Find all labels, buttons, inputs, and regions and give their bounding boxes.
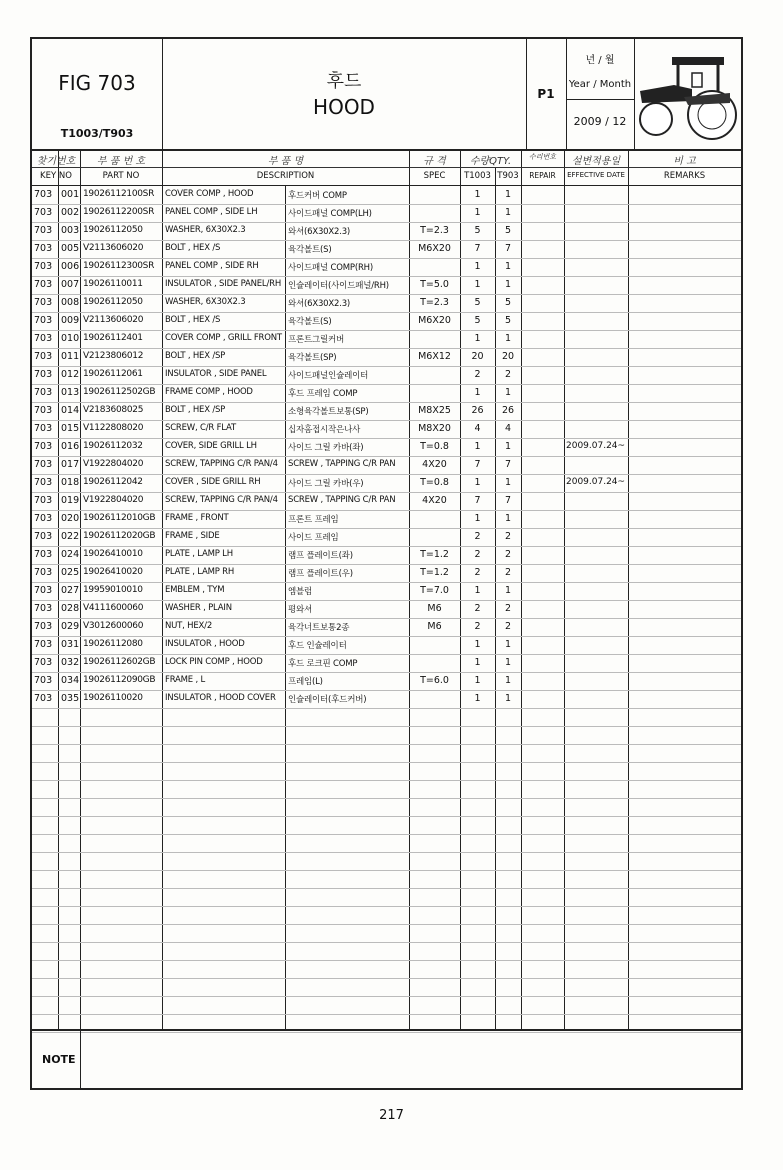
spec: T=2.3 (420, 225, 449, 236)
year-month-korean: 년 / 월 (585, 55, 615, 66)
key-number: 017 (61, 459, 80, 470)
part-number: V1122808020 (83, 423, 144, 433)
description-en: WASHER, 6X30X2.3 (165, 225, 246, 235)
spec: T=0.8 (420, 477, 449, 488)
qty-t903: 7 (504, 495, 512, 506)
description-en: PANEL COMP , SIDE LH (165, 207, 258, 217)
qty-t903: 1 (504, 657, 512, 668)
remarks-header-ko: 비 고 (673, 156, 696, 167)
part-number: 19026110020 (83, 693, 143, 703)
qty-t1003: 2 (474, 549, 481, 560)
title-korean: 후드 (326, 71, 362, 92)
description-en: COVER COMP , HOOD (165, 189, 254, 199)
description-ko: 프론트그릴커버 (288, 335, 345, 345)
description-ko: 램프 플레이트(좌) (288, 551, 353, 561)
table-row (32, 348, 741, 366)
part-number: 19026112100SR (83, 189, 155, 199)
year-month-cell (566, 39, 634, 149)
qty-t1003: 1 (474, 675, 481, 686)
key-number: 007 (61, 279, 80, 290)
qty-t903: 2 (504, 549, 512, 560)
parts-rows (32, 186, 741, 1029)
part-number: 19026112020GB (83, 531, 156, 541)
table-row (32, 276, 741, 294)
qty-t903: 1 (504, 279, 512, 290)
remarks-header: REMARKS (663, 171, 706, 181)
description-en: EMBLEM , TYM (165, 585, 225, 595)
spec: M6X20 (418, 315, 451, 326)
description-ko: 평와셔 (288, 605, 313, 615)
title-cell (162, 39, 526, 149)
spec: M8X20 (418, 423, 451, 434)
description-ko: 사이드패널인슐레이터 (288, 371, 369, 381)
description-en: INSULATOR , SIDE PANEL (165, 369, 267, 379)
key-number: 035 (61, 693, 80, 704)
part-number: V2123806012 (83, 351, 144, 361)
table-row (32, 384, 741, 402)
description-en: LOCK PIN COMP , HOOD (165, 657, 263, 667)
figure-code: 703 (34, 351, 53, 362)
table-row (32, 618, 741, 636)
qty-t1003: 2 (474, 621, 481, 632)
effective-date: 2009.07.24~ (566, 441, 626, 451)
qty-t1003: 5 (474, 297, 481, 308)
qty-t903: 1 (504, 675, 512, 686)
table-row (32, 240, 741, 258)
qty-t903: 7 (504, 459, 512, 470)
part-number: V2113606020 (83, 315, 144, 325)
part-number: 19026112090GB (83, 675, 156, 685)
spec: M6X12 (418, 351, 451, 362)
qty-t903: 1 (504, 387, 512, 398)
qty-t903: 1 (504, 333, 512, 344)
description-en: PLATE , LAMP RH (165, 567, 235, 577)
qty-t903: 2 (504, 567, 512, 578)
figure-code: 703 (34, 693, 53, 704)
part-number: 19026112042 (83, 477, 143, 487)
part-number: 19026112200SR (83, 207, 155, 217)
table-row (32, 636, 741, 654)
figure-code: 703 (34, 477, 53, 488)
qty-t1003: 5 (474, 225, 481, 236)
key-number: 028 (61, 603, 80, 614)
description-ko: 사이드패널 COMP(RH) (288, 263, 373, 273)
note-section (32, 1029, 741, 1090)
description-ko: 후드 인슐레이터 (288, 641, 347, 651)
description-ko: 육각볼트(S) (288, 317, 332, 327)
spec: M8X25 (418, 405, 451, 416)
part-number: 19026410010 (83, 549, 143, 559)
key-number: 011 (61, 351, 80, 362)
table-row (32, 672, 741, 690)
description-en: SCREW, TAPPING C/R PAN/4 (165, 459, 278, 469)
spec-header-ko: 규 격 (423, 156, 446, 167)
qty-t903: 2 (504, 531, 512, 542)
part-number: 19026112300SR (83, 261, 155, 271)
part-number: 19026112050 (83, 225, 143, 235)
description-en: FRAME , L (165, 675, 206, 685)
table-row (32, 690, 741, 708)
table-row (32, 600, 741, 618)
key-number: 029 (61, 621, 80, 632)
key-number: 025 (61, 567, 80, 578)
table-row (32, 546, 741, 564)
qty-t1003-header: T1003 (464, 171, 491, 181)
key-number: 010 (61, 333, 80, 344)
description-ko: 육각너트보통2종 (288, 623, 350, 633)
table-row (32, 294, 741, 312)
description-en: COVER , SIDE GRILL RH (165, 477, 261, 487)
figure-code: 703 (34, 621, 53, 632)
note-label: NOTE (42, 1053, 76, 1066)
table-row (32, 222, 741, 240)
key-header: KEY NO (40, 171, 72, 181)
description-en: NUT, HEX/2 (165, 621, 213, 631)
qty-t903: 7 (504, 243, 512, 254)
part-number: V2183608025 (83, 405, 144, 415)
description-en: BOLT , HEX /S (165, 243, 221, 253)
table-row (32, 186, 741, 204)
qty-t1003: 1 (474, 441, 481, 452)
figure-code: 703 (34, 495, 53, 506)
figure-code: 703 (34, 675, 53, 686)
part-header: PART NO (102, 171, 140, 181)
description-ko: 사이드 그릴 카바(좌) (288, 443, 364, 453)
table-row (32, 492, 741, 510)
description-en: BOLT , HEX /S (165, 315, 221, 325)
part-number: 19026410020 (83, 567, 143, 577)
repair-header-ko: 수리번호 (528, 153, 557, 161)
description-ko: 프레임(L) (288, 677, 323, 687)
key-number: 003 (61, 225, 80, 236)
table-row (32, 420, 741, 438)
part-number: V1922804020 (83, 495, 144, 505)
figure-code: 703 (34, 423, 53, 434)
qty-t1003: 7 (474, 495, 481, 506)
figure-code: 703 (34, 279, 53, 290)
description-ko: 인슐레이터(사이드패널/RH) (288, 281, 389, 291)
table-row (32, 366, 741, 384)
qty-t1003: 1 (474, 333, 481, 344)
description-en: BOLT , HEX /SP (165, 351, 226, 361)
qty-t1003: 1 (474, 513, 481, 524)
key-number: 014 (61, 405, 80, 416)
qty-t1003: 7 (474, 243, 481, 254)
qty-t903: 1 (504, 693, 512, 704)
description-ko: 와셔(6X30X2.3) (288, 227, 351, 237)
part-number: V3012600060 (83, 621, 144, 631)
part-header-ko: 부 품 번 호 (96, 156, 146, 167)
description-en: FRAME , FRONT (165, 513, 229, 523)
figure-code: 703 (34, 531, 53, 542)
description-en: BOLT , HEX /SP (165, 405, 226, 415)
spec: T=1.2 (420, 549, 449, 560)
qty-t903: 5 (504, 315, 512, 326)
qty-t1003: 2 (474, 567, 481, 578)
part-number: 19026112502GB (83, 387, 156, 397)
description-ko: 십자홈접시작은나사 (288, 425, 361, 435)
key-number: 031 (61, 639, 80, 650)
qty-t1003: 26 (471, 405, 484, 416)
figure-code: 703 (34, 315, 53, 326)
description-en: INSULATOR , HOOD (165, 639, 245, 649)
qty-t903: 1 (504, 513, 512, 524)
description-en: WASHER , PLAIN (165, 603, 232, 613)
repair-header: REPAIR (529, 171, 556, 180)
key-number: 002 (61, 207, 80, 218)
qty-t903: 1 (504, 261, 512, 272)
description-ko: 램프 플레이트(우) (288, 569, 353, 579)
key-number: 016 (61, 441, 80, 452)
description-en: FRAME COMP , HOOD (165, 387, 253, 397)
description-ko: 소형육각볼트보통(SP) (288, 407, 369, 417)
description-en: SCREW, TAPPING C/R PAN/4 (165, 495, 278, 505)
description-ko: 육각볼트(SP) (288, 353, 337, 363)
key-number: 009 (61, 315, 80, 326)
figure-code: 703 (34, 189, 53, 200)
description-ko: 후드커버 COMP (288, 191, 347, 201)
key-number: 034 (61, 675, 80, 686)
description-en: INSULATOR , HOOD COVER (165, 693, 276, 703)
description-ko: SCREW , TAPPING C/R PAN (288, 459, 396, 469)
figure-code: 703 (34, 297, 53, 308)
qty-t903: 1 (504, 639, 512, 650)
qty-t903: 1 (504, 477, 512, 488)
figure-code: 703 (34, 243, 53, 254)
parts-table (32, 149, 741, 1029)
qty-t1003: 1 (474, 477, 481, 488)
table-row (32, 258, 741, 276)
qty-t1003: 2 (474, 369, 481, 380)
key-number: 001 (61, 189, 80, 200)
qty-t1003: 1 (474, 261, 481, 272)
qty-t903: 1 (504, 441, 512, 452)
figure-code: 703 (34, 369, 53, 380)
figure-number: FIG 703 (58, 71, 136, 95)
key-number: 022 (61, 531, 80, 542)
qty-t1003: 1 (474, 207, 481, 218)
description-ko: 사이드 프레임 (288, 533, 339, 543)
spec: M6 (427, 603, 442, 614)
table-row (32, 312, 741, 330)
table-row (32, 330, 741, 348)
qty-t903: 20 (501, 351, 515, 362)
spec: T=7.0 (420, 585, 449, 596)
qty-t1003: 1 (474, 693, 481, 704)
description-en: PLATE , LAMP LH (165, 549, 233, 559)
part-number: 19026112061 (83, 369, 143, 379)
spec: T=1.2 (420, 567, 449, 578)
qty-t903-header: T903 (497, 171, 519, 181)
qty-t903: 5 (504, 225, 512, 236)
part-number: 19026112401 (83, 333, 143, 343)
figure-code: 703 (34, 567, 53, 578)
figure-code: 703 (34, 459, 53, 470)
table-row (32, 204, 741, 222)
figure-code: 703 (34, 261, 53, 272)
figure-code: 703 (34, 639, 53, 650)
key-number: 020 (61, 513, 80, 524)
spec: T=5.0 (420, 279, 449, 290)
key-number: 013 (61, 387, 80, 398)
part-number: 19026112032 (83, 441, 143, 451)
qty-t1003: 20 (471, 351, 484, 362)
table-row (32, 564, 741, 582)
description-en: FRAME , SIDE (165, 531, 220, 541)
key-number: 006 (61, 261, 80, 272)
effective-date: 2009.07.24~ (566, 477, 626, 487)
spec: T=2.3 (420, 297, 449, 308)
part-number: 19026110011 (83, 279, 143, 289)
description-ko: 후드 로크핀 COMP (288, 659, 358, 669)
qty-t1003: 5 (474, 315, 481, 326)
key-number: 012 (61, 369, 80, 380)
figure-code: 703 (34, 207, 53, 218)
key-number: 032 (61, 657, 80, 668)
year-month-label: Year / Month (568, 79, 632, 90)
part-number: 19026112080 (83, 639, 143, 649)
figure-code: 703 (34, 441, 53, 452)
qty-t1003: 1 (474, 657, 481, 668)
description-ko: SCREW , TAPPING C/R PAN (288, 495, 396, 505)
part-number: 19026112050 (83, 297, 143, 307)
description-en: INSULATOR , SIDE PANEL/RH (165, 279, 282, 289)
qty-t1003: 2 (474, 531, 481, 542)
sheet-header (32, 39, 741, 151)
table-row (32, 474, 741, 492)
description-en: COVER, SIDE GRILL LH (165, 441, 257, 451)
part-number: 19026112602GB (83, 657, 156, 667)
key-number: 018 (61, 477, 80, 488)
qty-t1003: 4 (474, 423, 481, 434)
page-code: P1 (537, 87, 555, 101)
qty-t903: 5 (504, 297, 512, 308)
table-row (32, 510, 741, 528)
description-ko: 엠블럼 (288, 587, 313, 597)
description-ko: 인슐레이터(후드커버) (288, 695, 367, 705)
qty-t903: 1 (504, 585, 512, 596)
description-en: PANEL COMP , SIDE RH (165, 261, 259, 271)
qty-t903: 1 (504, 189, 512, 200)
table-row (32, 654, 741, 672)
qty-t1003: 1 (474, 189, 481, 200)
spec: 4X20 (422, 495, 447, 506)
spec-header: SPEC (423, 171, 446, 181)
qty-t1003: 7 (474, 459, 481, 470)
part-number: 19026112010GB (83, 513, 156, 523)
qty-t1003: 1 (474, 279, 481, 290)
figure-code: 703 (34, 603, 53, 614)
description-en: WASHER, 6X30X2.3 (165, 297, 246, 307)
tractor-illustration (634, 39, 741, 149)
figure-code: 703 (34, 225, 53, 236)
key-number: 024 (61, 549, 80, 560)
desc-header: DESCRIPTION (256, 171, 315, 181)
key-number: 005 (61, 243, 80, 254)
qty-t903: 2 (504, 603, 512, 614)
figure-code: 703 (34, 405, 53, 416)
description-ko: 사이드 그릴 카바(우) (288, 479, 364, 489)
description-ko: 후드 프레임 COMP (288, 389, 358, 399)
description-ko: 프론트 프레임 (288, 515, 339, 525)
key-header-ko: 찾기번호 (36, 156, 76, 167)
description-ko: 와셔(6X30X2.3) (288, 299, 351, 309)
qty-t903: 2 (504, 369, 512, 380)
spec: T=6.0 (420, 675, 449, 686)
table-row (32, 456, 741, 474)
description-ko: 사이드패널 COMP(LH) (288, 209, 372, 219)
part-number: V2113606020 (83, 243, 144, 253)
qty-header-ko: 수량QTY. (469, 156, 512, 167)
table-row (32, 582, 741, 600)
spec: 4X20 (422, 459, 447, 470)
year-month-value: 2009 / 12 (573, 115, 627, 128)
table-row (32, 528, 741, 546)
part-number: 19959010010 (83, 585, 143, 595)
key-number: 015 (61, 423, 80, 434)
part-number: V1922804020 (83, 459, 144, 469)
effective-header-ko: 설변적용일 (571, 156, 621, 167)
model-number: T1003/T903 (60, 127, 134, 140)
qty-t903: 26 (501, 405, 515, 416)
description-ko: 육각볼트(S) (288, 245, 332, 255)
figure-cell (32, 39, 162, 149)
title-english: HOOD (313, 95, 375, 119)
figure-code: 703 (34, 585, 53, 596)
description-en: SCREW, C/R FLAT (165, 423, 236, 433)
spec: M6X20 (418, 243, 451, 254)
figure-code: 703 (34, 387, 53, 398)
figure-code: 703 (34, 333, 53, 344)
page-number: 217 (379, 1108, 404, 1123)
desc-header-ko: 부 품 명 (267, 156, 304, 167)
key-number: 027 (61, 585, 80, 596)
qty-t903: 1 (504, 207, 512, 218)
figure-code: 703 (34, 549, 53, 560)
parts-sheet (30, 37, 743, 1090)
qty-t903: 2 (504, 621, 512, 632)
table-row (32, 438, 741, 456)
qty-t903: 4 (504, 423, 512, 434)
key-number: 019 (61, 495, 80, 506)
qty-t1003: 1 (474, 639, 481, 650)
effective-header: EFFECTIVE DATE (567, 171, 625, 179)
qty-t1003: 2 (474, 603, 481, 614)
figure-code: 703 (34, 513, 53, 524)
key-number: 008 (61, 297, 80, 308)
description-en: COVER COMP , GRILL FRONT (165, 333, 282, 343)
qty-t1003: 1 (474, 387, 481, 398)
spec: M6 (427, 621, 442, 632)
part-number: V4111600060 (83, 603, 144, 613)
spec: T=0.8 (420, 441, 449, 452)
qty-t1003: 1 (474, 585, 481, 596)
table-row (32, 402, 741, 420)
figure-code: 703 (34, 657, 53, 668)
